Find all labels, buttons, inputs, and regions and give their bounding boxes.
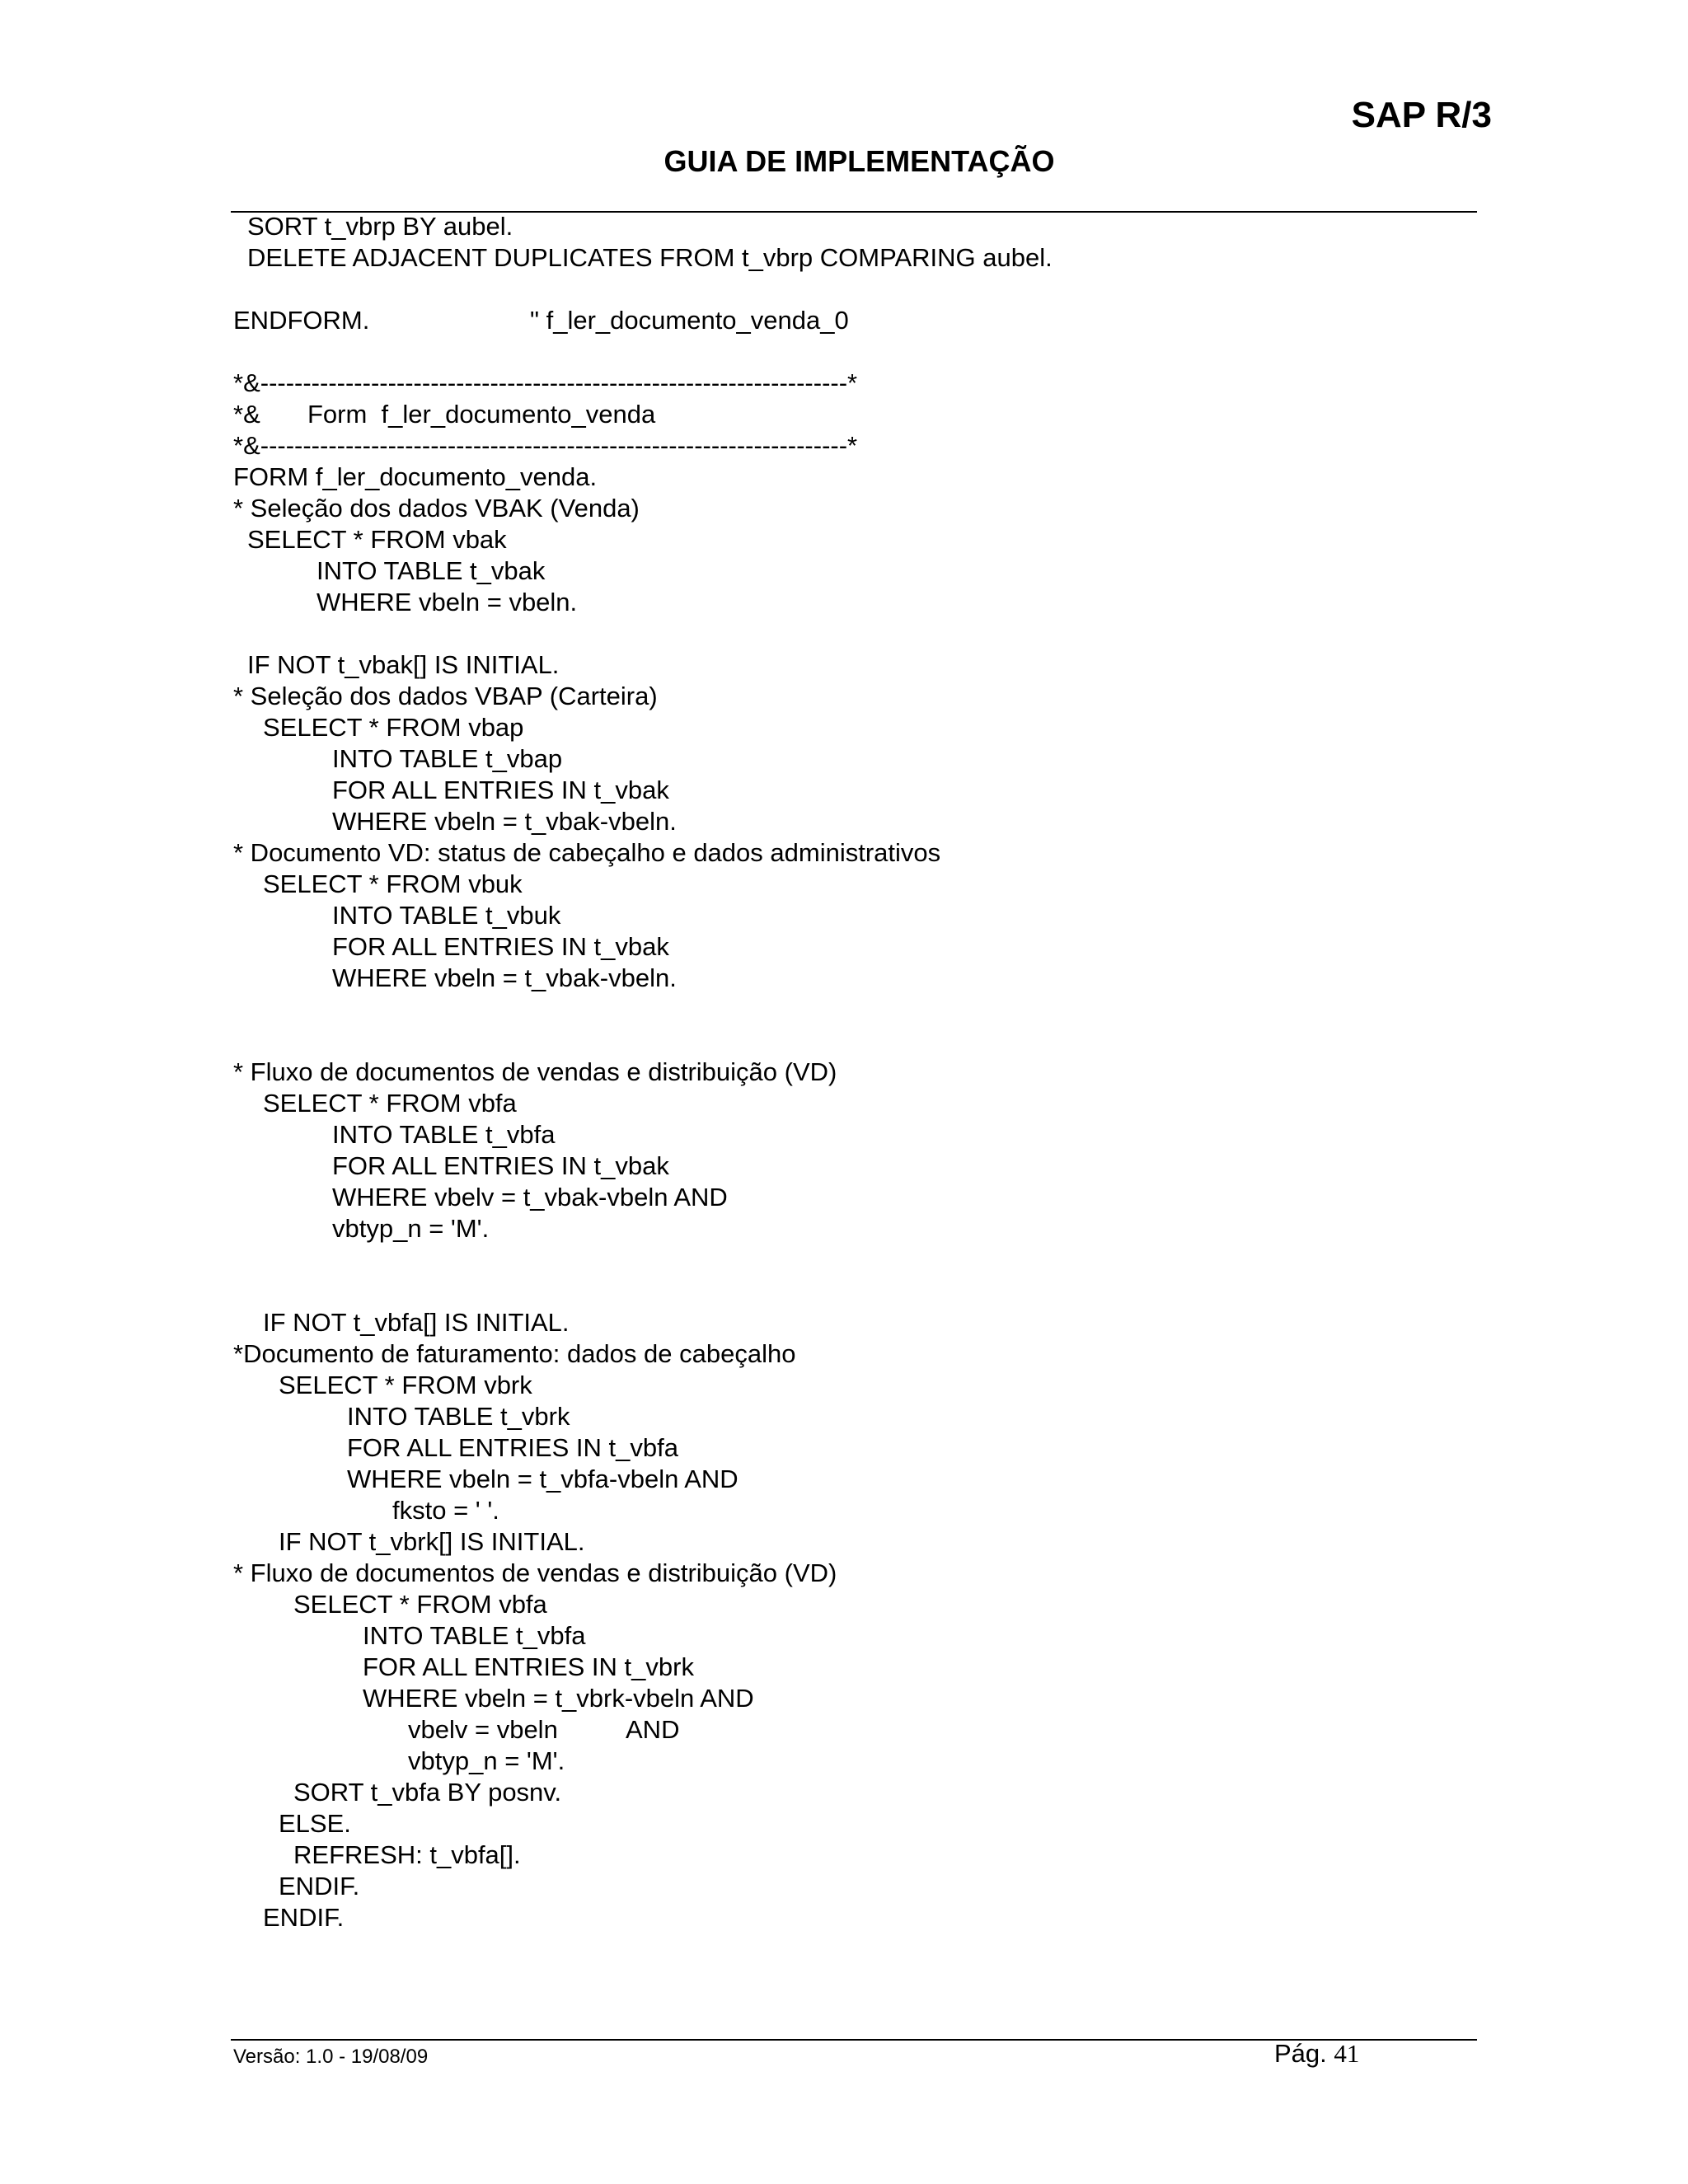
code-line: " f_ler_documento_venda_0 [530, 306, 849, 335]
code-line: REFRESH: t_vbfa[]. [293, 1840, 521, 1869]
code-line: WHERE vbeln = t_vbak-vbeln. [332, 963, 677, 992]
code-line: WHERE vbeln = t_vbrk-vbeln AND [363, 1684, 754, 1713]
page-title: GUIA DE IMPLEMENTAÇÃO [663, 144, 1055, 178]
code-line: INTO TABLE t_vbfa [332, 1120, 556, 1149]
page-number-block [1274, 2041, 1359, 2066]
code-line: FOR ALL ENTRIES IN t_vbak [332, 932, 669, 961]
code-line: SELECT * FROM vbfa [293, 1590, 547, 1619]
code-line: WHERE vbeln = t_vbak-vbeln. [332, 807, 677, 836]
code-line: ELSE. [279, 1809, 351, 1838]
code-line: FOR ALL ENTRIES IN t_vbfa [347, 1433, 678, 1462]
page-number: 41 [1334, 2039, 1360, 2068]
code-line: vbelv = vbeln [408, 1715, 558, 1744]
code-line: FOR ALL ENTRIES IN t_vbak [332, 776, 669, 804]
code-line: * Fluxo de documentos de vendas e distribuição (VD) [233, 1057, 837, 1086]
code-line: WHERE vbeln = vbeln. [316, 588, 578, 616]
code-line: SELECT * FROM vbap [263, 713, 524, 742]
code-line: FOR ALL ENTRIES IN t_vbrk [363, 1652, 694, 1681]
code-line: SELECT * FROM vbuk [263, 869, 523, 898]
code-line: * Seleção dos dados VBAP (Carteira) [233, 682, 658, 710]
code-line: *&---------------------------------------------------------------------* [233, 431, 858, 460]
code-line: ENDIF. [263, 1903, 345, 1932]
code-line: *&---------------------------------------------------------------------* [233, 368, 858, 397]
code-line: AND [626, 1715, 680, 1744]
page-label: Pág. [1274, 2039, 1327, 2068]
code-line: INTO TABLE t_vbuk [332, 901, 561, 930]
code-line: IF NOT t_vbfa[] IS INITIAL. [263, 1308, 570, 1337]
code-line: FORM f_ler_documento_venda. [233, 462, 598, 491]
code-line: * Documento VD: status de cabeçalho e dados administrativos [233, 838, 941, 867]
code-line: vbtyp_n = 'M'. [408, 1746, 565, 1775]
code-line: vbtyp_n = 'M'. [332, 1214, 490, 1243]
code-line: DELETE ADJACENT DUPLICATES FROM t_vbrp COMPARING aubel. [247, 243, 1053, 272]
code-line: * Seleção dos dados VBAK (Venda) [233, 494, 640, 523]
code-line: INTO TABLE t_vbrk [347, 1402, 570, 1431]
code-line: SORT t_vbfa BY posnv. [293, 1778, 562, 1807]
code-line: *Documento de faturamento: dados de cabeçalho [233, 1339, 796, 1368]
code-line: IF NOT t_vbak[] IS INITIAL. [247, 650, 560, 679]
brand-label: SAP R/3 [1351, 95, 1492, 135]
code-line: fksto = ' '. [392, 1496, 499, 1525]
code-line: *& [233, 400, 260, 429]
code-line: ENDFORM. [233, 306, 370, 335]
code-line: FOR ALL ENTRIES IN t_vbak [332, 1151, 669, 1180]
code-line: WHERE vbelv = t_vbak-vbeln AND [332, 1183, 728, 1212]
code-line: SELECT * FROM vbak [247, 525, 507, 554]
code-line: INTO TABLE t_vbap [332, 744, 563, 773]
code-line: * Fluxo de documentos de vendas e distribuição (VD) [233, 1558, 837, 1587]
code-line: INTO TABLE t_vbfa [363, 1621, 586, 1650]
code-line: WHERE vbeln = t_vbfa-vbeln AND [347, 1465, 738, 1493]
code-line: ENDIF. [279, 1872, 360, 1900]
code-line: SELECT * FROM vbrk [279, 1371, 532, 1399]
footer-version: Versão: 1.0 - 19/08/09 [233, 2046, 429, 2068]
code-line: SELECT * FROM vbfa [263, 1089, 517, 1118]
code-line: INTO TABLE t_vbak [316, 556, 546, 585]
code-line: SORT t_vbrp BY aubel. [247, 212, 513, 241]
code-line: IF NOT t_vbrk[] IS INITIAL. [279, 1527, 585, 1556]
code-line: Form f_ler_documento_venda [307, 400, 656, 429]
